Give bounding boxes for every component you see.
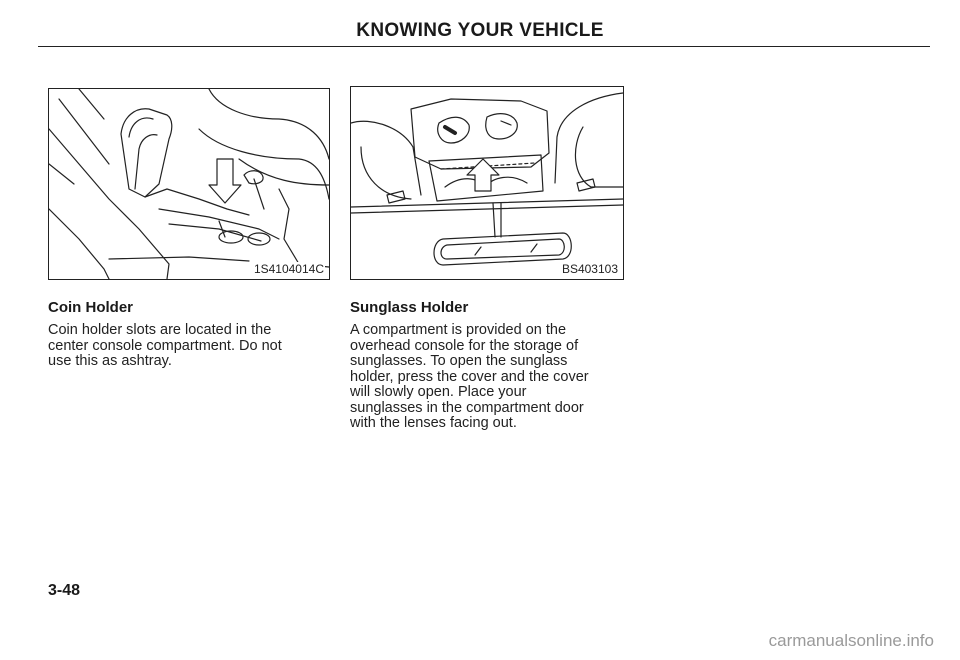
text-line: sunglasses in the compartment door <box>350 399 584 416</box>
header-divider <box>38 46 930 47</box>
watermark-text[interactable]: carmanualsonline.info <box>768 631 934 650</box>
text-line: center console compartment. Do not <box>48 337 282 354</box>
text-line: use this as ashtray. <box>48 353 172 369</box>
figure-code-label: 1S4104014C <box>253 262 324 276</box>
coin-holder-illustration <box>48 88 330 280</box>
text-line: sunglasses. To open the sunglass <box>350 353 568 369</box>
coin-holder-drawing <box>49 89 329 279</box>
coin-holder-description <box>48 323 328 370</box>
page-header-title: KNOWING YOUR VEHICLE <box>356 20 604 41</box>
text-line: will slowly open. Place your <box>350 384 527 400</box>
text-line: overhead console for the storage of <box>350 337 579 354</box>
sunglass-holder-heading: Sunglass Holder <box>350 299 469 316</box>
coin-holder-heading: Coin Holder <box>48 299 133 316</box>
text-line: A compartment is provided on the <box>350 322 567 338</box>
text-line: Coin holder slots are located in the <box>48 322 272 338</box>
text-line: with the lenses facing out. <box>350 415 517 431</box>
sunglass-holder-drawing <box>351 87 623 279</box>
figure-code-label: BS403103 <box>561 262 618 276</box>
page-number: 3-48 <box>48 582 81 599</box>
sunglass-holder-illustration <box>350 86 624 280</box>
sunglass-holder-description <box>350 323 630 432</box>
text-line: holder, press the cover and the cover <box>350 368 589 385</box>
